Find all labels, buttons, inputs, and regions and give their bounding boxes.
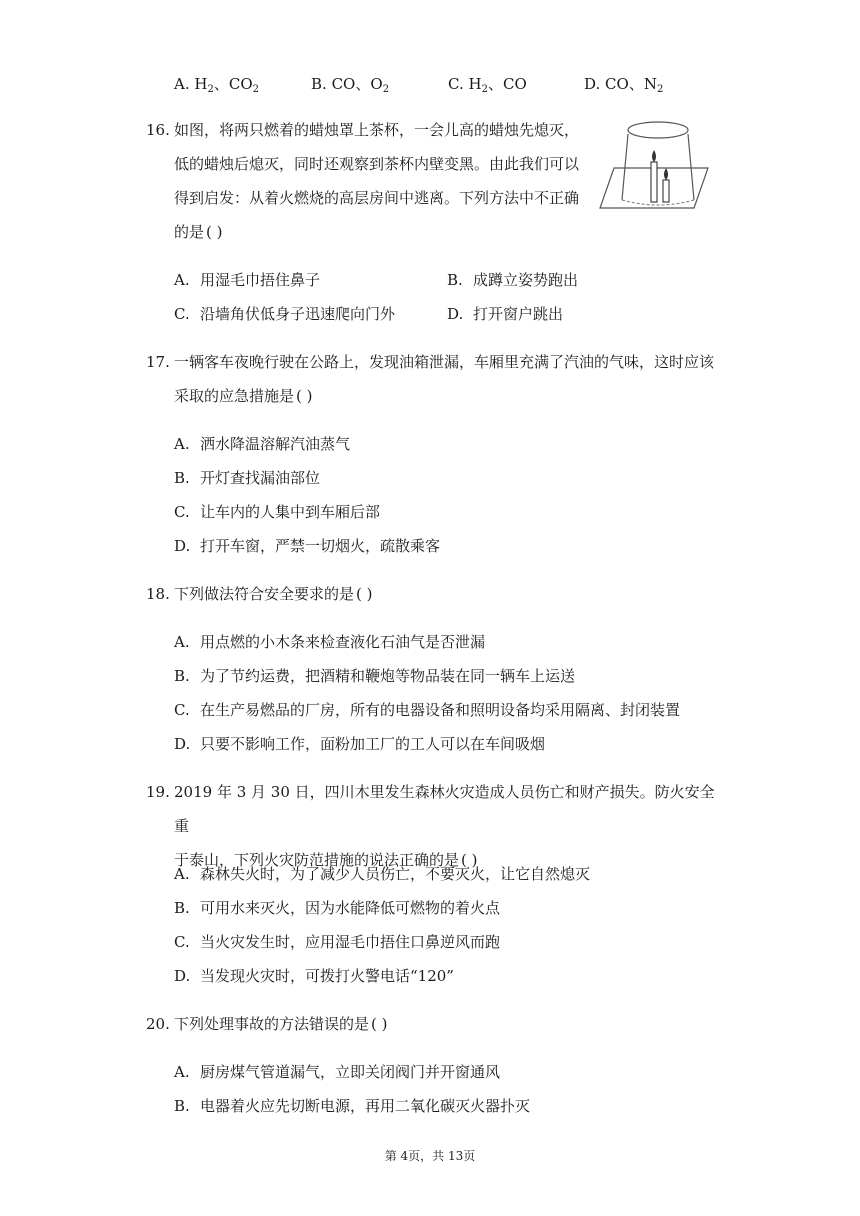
q19-option-a: A. 森林失火时，为了减少人员伤亡，不要灭火，让它自然熄灭 — [174, 865, 591, 883]
q19-option-c: C. 当火灾发生时，应用湿毛巾捂住口鼻逆风而跑 — [174, 933, 501, 951]
question-16 — [146, 113, 586, 249]
q16-option-c: C. 沿墙角伏低身子迅速爬向门外 — [174, 305, 396, 323]
question-text: 一辆客车夜晚行驶在公路上，发现油箱泄漏，车厢里充满了汽油的气味，这时应该 采取的应急措施是 ( ) — [174, 353, 715, 405]
candle-cup-illustration — [598, 112, 710, 214]
answer-paren: ( ) — [296, 387, 313, 405]
q17-option-d: D. 打开车窗，严禁一切烟火，疏散乘客 — [174, 537, 441, 555]
q20-option-b: B. 电器着火应先切断电源，再用二氧化碳灭火器扑灭 — [174, 1097, 531, 1115]
q16-option-a: A. 用湿毛巾捂住鼻子 — [174, 271, 321, 289]
question-17 — [146, 345, 726, 413]
q15-options — [174, 72, 734, 96]
q18-option-a: A. 用点燃的小木条来检查液化石油气是否泄漏 — [174, 633, 486, 651]
question-20 — [146, 1007, 726, 1041]
question-number: 17. — [146, 353, 170, 371]
question-number: 20. — [146, 1015, 170, 1033]
question-text: 下列处理事故的方法错误的是 ( ) — [174, 1015, 388, 1033]
q15-option-c: C. $H_2$、CO — [448, 75, 527, 95]
answer-paren: ( ) — [206, 223, 223, 241]
answer-paren: ( ) — [461, 851, 478, 869]
q17-option-a: A. 洒水降温溶解汽油蒸气 — [174, 435, 351, 453]
q17-option-b: B. 开灯查找漏油部位 — [174, 469, 321, 487]
q16-option-b: B. 成蹲立姿势跑出 — [447, 271, 579, 289]
q15-option-d: D. CO、$N_2$ — [584, 75, 664, 95]
q18-option-d: D. 只要不影响工作，面粉加工厂的工人可以在车间吸烟 — [174, 735, 546, 753]
question-number: 19. — [146, 783, 170, 801]
q19-option-d: D. 当发现火灾时，可拨打火警电话“120” — [174, 967, 454, 985]
answer-paren: ( ) — [371, 1015, 388, 1033]
q19-option-b: B. 可用水来灭火，因为水能降低可燃物的着火点 — [174, 899, 501, 917]
q15-option-b: B. CO、$O_2$ — [311, 75, 390, 95]
question-text: 2019 年 3 月 30 日，四川木里发生森林火灾造成人员伤亡和财产损失。防火安全重 于泰山，下列火灾防范措施的说法正确的是 ( ) — [174, 783, 715, 869]
q17-option-c: C. 让车内的人集中到车厢后部 — [174, 503, 381, 521]
q18-option-b: B. 为了节约运费，把酒精和鞭炮等物品装在同一辆车上运送 — [174, 667, 576, 685]
question-number: 18. — [146, 585, 170, 603]
q16-option-d: D. 打开窗户跳出 — [447, 305, 564, 323]
question-text: 下列做法符合安全要求的是 ( ) — [174, 585, 373, 603]
page-footer: 第 4页，共 13页 — [384, 1149, 476, 1163]
question-18 — [146, 577, 726, 611]
q15-option-a: A. $H_2$、$CO_2$ — [174, 75, 260, 95]
candle-cup-figure — [598, 112, 710, 214]
q18-option-c: C. 在生产易燃品的厂房，所有的电器设备和照明设备均采用隔离、封闭装置 — [174, 701, 681, 719]
answer-paren: ( ) — [356, 585, 373, 603]
question-number: 16. — [146, 121, 170, 139]
question-text: 如图，将两只燃着的蜡烛罩上茶杯，一会儿高的蜡烛先熄灭， 低的蜡烛后熄灭，同时还观察到茶杯内壁变黑。由此我们可以 得到启发：从着火燃烧的高层房间中逃离。下列方法中不正确 的是 ( ) — [174, 121, 580, 241]
q20-option-a: A. 厨房煤气管道漏气，立即关闭阀门并开窗通风 — [174, 1063, 501, 1081]
